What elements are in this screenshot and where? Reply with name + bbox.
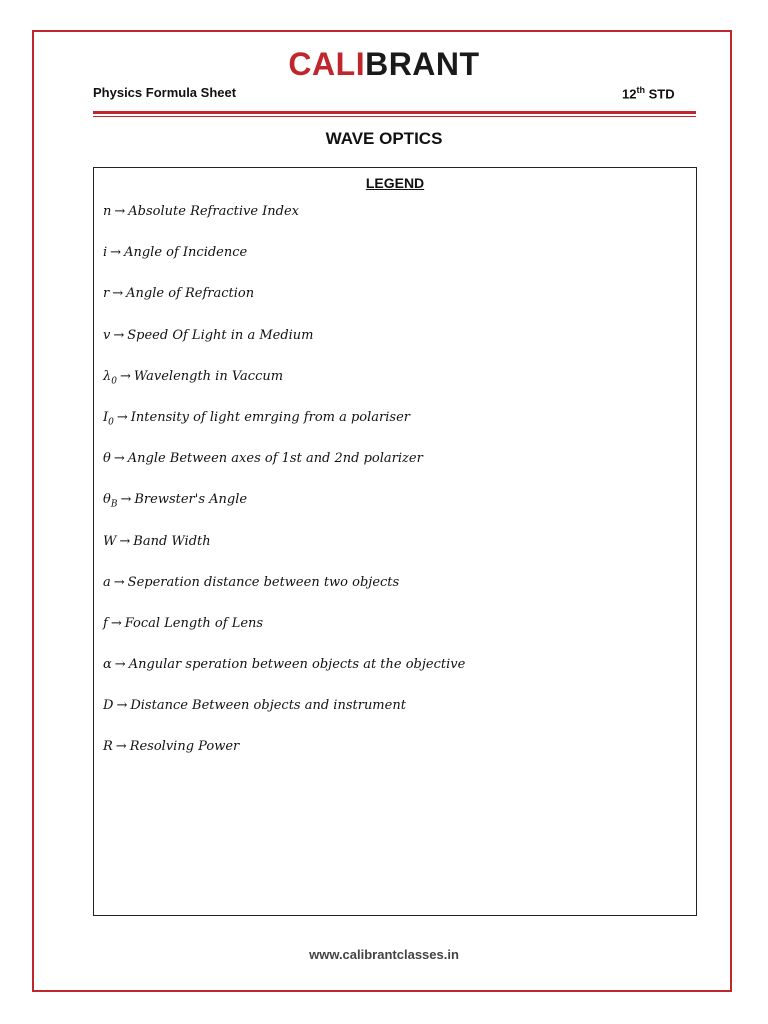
legend-symbol-char: θ bbox=[103, 451, 111, 467]
right-arrow-icon: → bbox=[120, 492, 132, 508]
legend-symbol-subscript: B bbox=[110, 499, 118, 510]
legend-item bbox=[103, 534, 465, 575]
header-divider-thick bbox=[93, 111, 696, 114]
legend-symbol bbox=[103, 328, 110, 343]
legend-symbol-char: r bbox=[103, 286, 110, 302]
legend-symbol-char: i bbox=[103, 245, 108, 261]
legend-item bbox=[103, 575, 465, 616]
legend-symbol-subscript: 0 bbox=[111, 376, 117, 387]
right-arrow-icon: → bbox=[110, 245, 122, 261]
right-arrow-icon: → bbox=[112, 286, 124, 302]
grade-number: 12 bbox=[622, 86, 637, 102]
legend-description: Resolving Power bbox=[129, 739, 240, 755]
right-arrow-icon: → bbox=[119, 368, 131, 384]
right-arrow-icon: → bbox=[116, 698, 128, 714]
legend-symbol bbox=[103, 286, 109, 301]
legend-description: Angle Between axes of 1st and 2nd polarizer bbox=[127, 451, 423, 467]
legend-description: Angle of Refraction bbox=[126, 286, 255, 302]
legend-symbol bbox=[103, 698, 113, 713]
legend-item bbox=[103, 204, 465, 245]
right-arrow-icon: → bbox=[119, 533, 131, 549]
right-arrow-icon: → bbox=[113, 574, 125, 590]
legend-symbol bbox=[103, 534, 116, 549]
header-divider-thin bbox=[93, 116, 696, 117]
right-arrow-icon: → bbox=[114, 657, 126, 673]
legend-description: Intensity of light emrging from a polariser bbox=[130, 409, 410, 425]
legend-symbol bbox=[103, 575, 111, 590]
legend-box bbox=[93, 167, 697, 916]
brand-logo-part1: CALI bbox=[288, 46, 366, 82]
legend-item bbox=[103, 698, 465, 739]
legend-symbol-char: n bbox=[103, 204, 112, 219]
legend-item bbox=[103, 616, 465, 657]
legend-description: Angle of Incidence bbox=[124, 245, 248, 261]
legend-description: Speed Of Light in a Medium bbox=[127, 327, 314, 343]
legend-item bbox=[103, 492, 465, 533]
legend-symbol-subscript: 0 bbox=[108, 417, 114, 428]
sheet-subject-label: Physics Formula Sheet bbox=[93, 85, 237, 100]
legend-symbol bbox=[103, 451, 111, 466]
legend-symbol bbox=[103, 368, 117, 387]
legend-description: Seperation distance between two objects bbox=[127, 574, 400, 590]
legend-symbol-char: a bbox=[103, 574, 111, 590]
legend-item bbox=[103, 451, 465, 492]
legend-heading: LEGEND bbox=[365, 175, 425, 191]
legend-symbol bbox=[103, 616, 108, 631]
legend-symbol-char: λ bbox=[103, 368, 112, 384]
right-arrow-icon: → bbox=[116, 409, 128, 425]
brand-logo bbox=[0, 44, 768, 84]
legend-item bbox=[103, 657, 465, 698]
legend-symbol-char: α bbox=[103, 657, 112, 673]
legend-symbol bbox=[103, 204, 111, 219]
right-arrow-icon: → bbox=[113, 451, 125, 467]
legend-description: Angular speration between objects at the objective bbox=[128, 657, 466, 673]
grade-suffix: STD bbox=[644, 86, 675, 102]
footer-website-link[interactable]: www.calibrantclasses.in bbox=[309, 947, 459, 962]
legend-item bbox=[103, 410, 465, 451]
legend-symbol bbox=[103, 409, 114, 428]
legend-list bbox=[103, 204, 465, 781]
legend-description: Distance Between objects and instrument bbox=[130, 698, 406, 714]
legend-symbol-char: θ bbox=[103, 492, 111, 508]
legend-symbol-char: D bbox=[103, 698, 114, 714]
right-arrow-icon: → bbox=[113, 327, 125, 343]
legend-symbol-char: R bbox=[103, 739, 113, 755]
right-arrow-icon: → bbox=[110, 615, 122, 631]
right-arrow-icon: → bbox=[115, 739, 127, 755]
legend-symbol bbox=[103, 739, 113, 754]
legend-symbol bbox=[103, 245, 107, 260]
legend-description: Brewster's Angle bbox=[134, 492, 248, 508]
legend-description: Wavelength in Vaccum bbox=[133, 368, 284, 384]
legend-description: Absolute Refractive Index bbox=[128, 204, 300, 219]
legend-symbol-char: I bbox=[103, 409, 109, 425]
legend-symbol bbox=[103, 657, 112, 672]
legend-item bbox=[103, 369, 465, 410]
page-title: WAVE OPTICS bbox=[325, 129, 443, 148]
legend-symbol-char: v bbox=[103, 327, 111, 343]
legend-symbol bbox=[103, 492, 118, 510]
legend-symbol-char: f bbox=[103, 615, 108, 631]
legend-item bbox=[103, 245, 465, 286]
brand-logo-part2: BRANT bbox=[365, 46, 480, 82]
right-arrow-icon: → bbox=[114, 204, 126, 219]
legend-description: Focal Length of Lens bbox=[124, 615, 264, 631]
grade-ordinal: th bbox=[636, 85, 645, 95]
legend-description: Band Width bbox=[133, 533, 211, 549]
legend-item bbox=[103, 328, 465, 369]
grade-label bbox=[622, 85, 675, 101]
legend-symbol-char: W bbox=[103, 533, 117, 549]
legend-item bbox=[103, 739, 465, 780]
legend-item bbox=[103, 286, 465, 327]
